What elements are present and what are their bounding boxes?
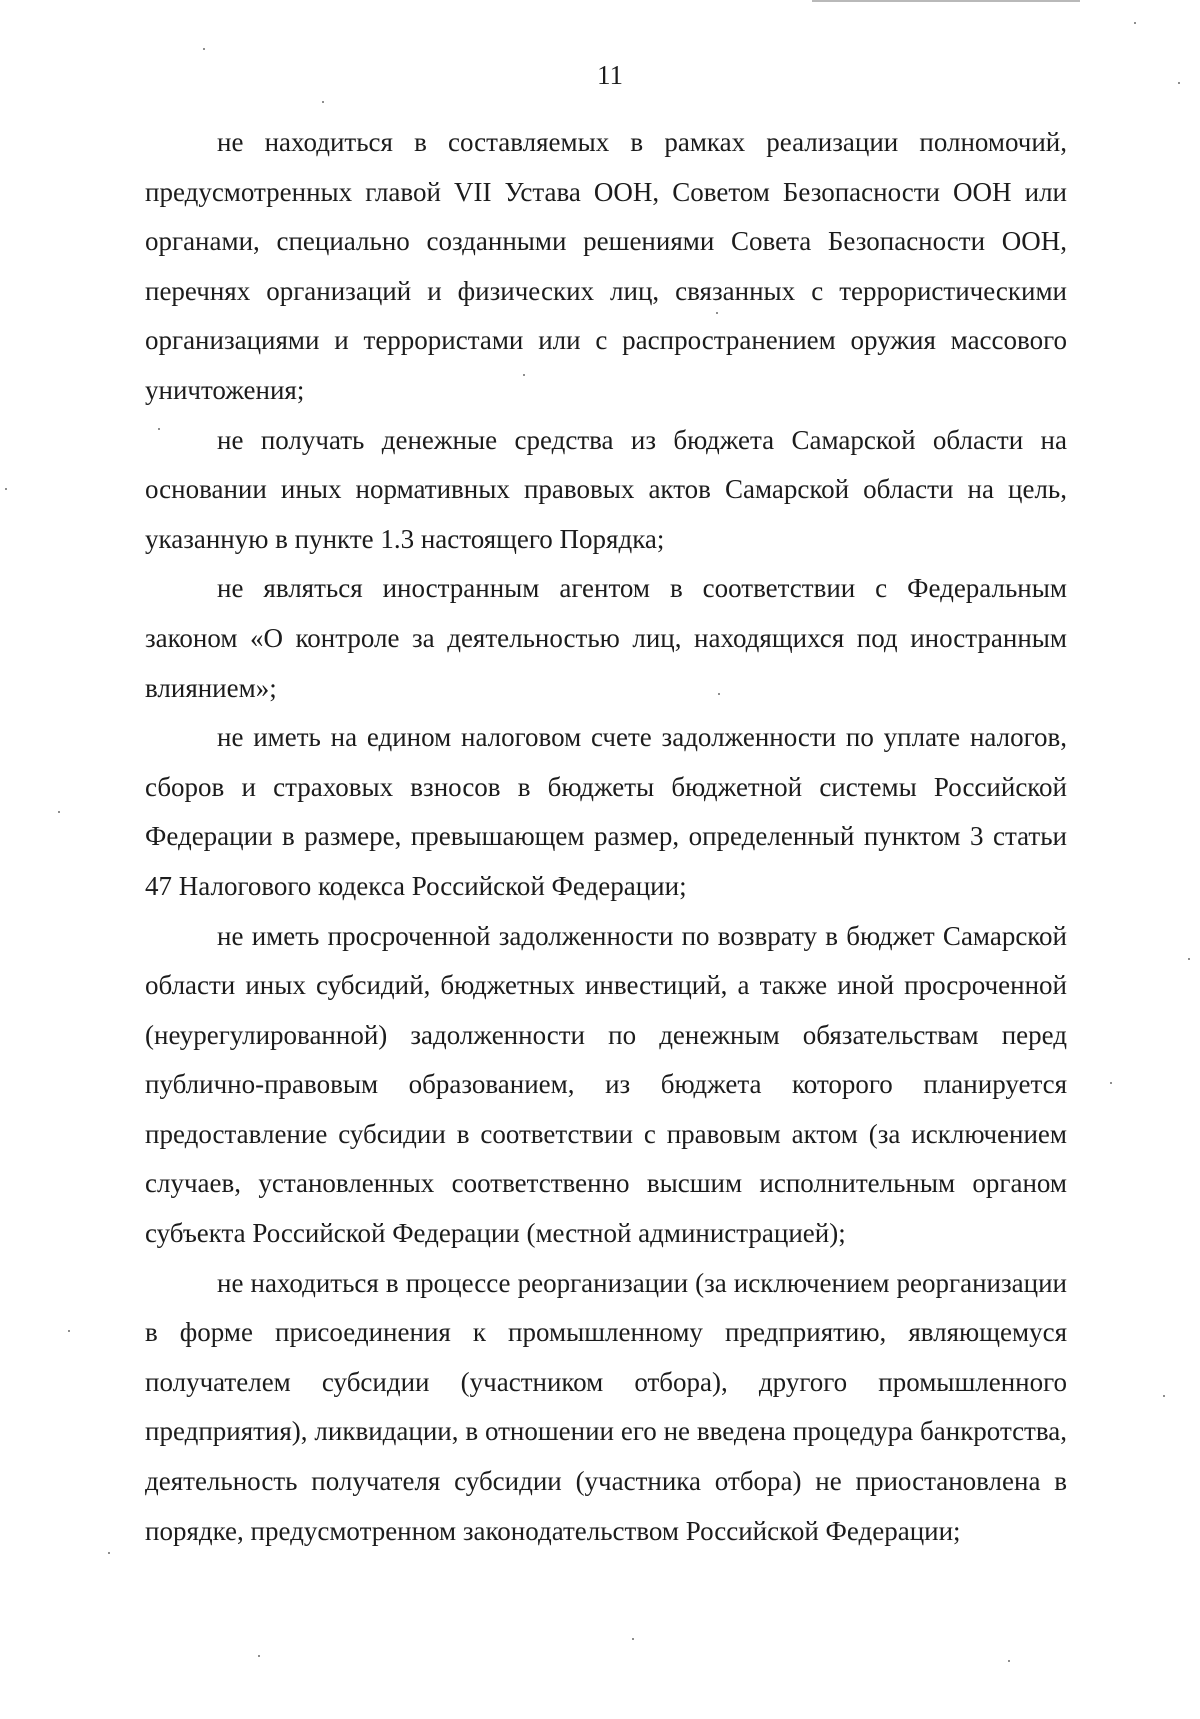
scan-speck [718,693,720,695]
paragraph-reorganization: не находиться в процессе реорганизации (за исключением реорганизации в форме присоединения к промышленному предприятию, являющемуся получателем субсидии (участником отбора), другого промышленного предприятия), ликвидации, в отношении его не введена процедура банкротства, деятельность получателя субсидии (участника отбора) не приостановлена в порядке, предусмотренном законодательством Российской Федерации; [145,1267,1067,1546]
scan-speck [716,312,718,314]
scan-speck [1163,1395,1165,1397]
paragraph-foreign-agent: не являться иностранным агентом в соответствии с Федеральным законом «О контроле за деятельностью лиц, находящихся под иностранным влиянием»; [145,573,1067,703]
scan-speck [1110,1082,1112,1084]
paragraph-tax-debt: не иметь на едином налоговом счете задолженности по уплате налогов, сборов и страховых взносов в бюджеты бюджетной системы Российской Федерации в размере, превышающем размер, определенный пунктом 3 статьи 47 Налогового кодекса Российской Федерации; [145,722,1067,901]
paragraph-sanctions-lists: не находиться в составляемых в рамках реализации полномочий, предусмотренных главой VII Устава ООН, Советом Безопасности ООН или органами, специально созданными решениями Совета Безопасности ООН, перечнях организаций и физических лиц, связанных с террористическими организациями и террористами или с распространением оружия массового уничтожения; [145,127,1067,405]
scan-speck [68,1330,70,1332]
scan-speck [1134,22,1136,24]
scan-speck [1188,958,1190,960]
scan-speck [158,428,160,430]
scan-speck [5,488,7,490]
scan-speck [632,1638,634,1640]
page-number: 11 [597,60,623,90]
scan-speck [203,48,205,50]
top-edge-rule [812,0,1080,2]
scan-speck [258,1655,260,1657]
scan-speck [1008,1660,1010,1662]
scan-speck [322,101,324,103]
scan-speck [108,1552,110,1554]
scan-speck [58,811,60,813]
paragraph-overdue-debt: не иметь просроченной задолженности по возврату в бюджет Самарской области иных субсидий, бюджетных инвестиций, а также иной просроченной (неурегулированной) задолженности по денежным обязательствам перед публично-правовым образованием, из бюджета которого планируется предоставление субсидии в соответствии с правовым актом (за исключением случаев, установленных соответственно высшим исполнительным органом субъекта Российской Федерации (местной администрацией); [145,920,1067,1249]
scan-speck [1178,82,1180,84]
document-body [145,118,1067,1556]
scan-speck [523,374,525,376]
paragraph-other-budget-funds: не получать денежные средства из бюджета Самарской области на основании иных нормативных правовых актов Самарской области на цель, указанную в пункте 1.3 настоящего Порядка; [145,424,1067,554]
